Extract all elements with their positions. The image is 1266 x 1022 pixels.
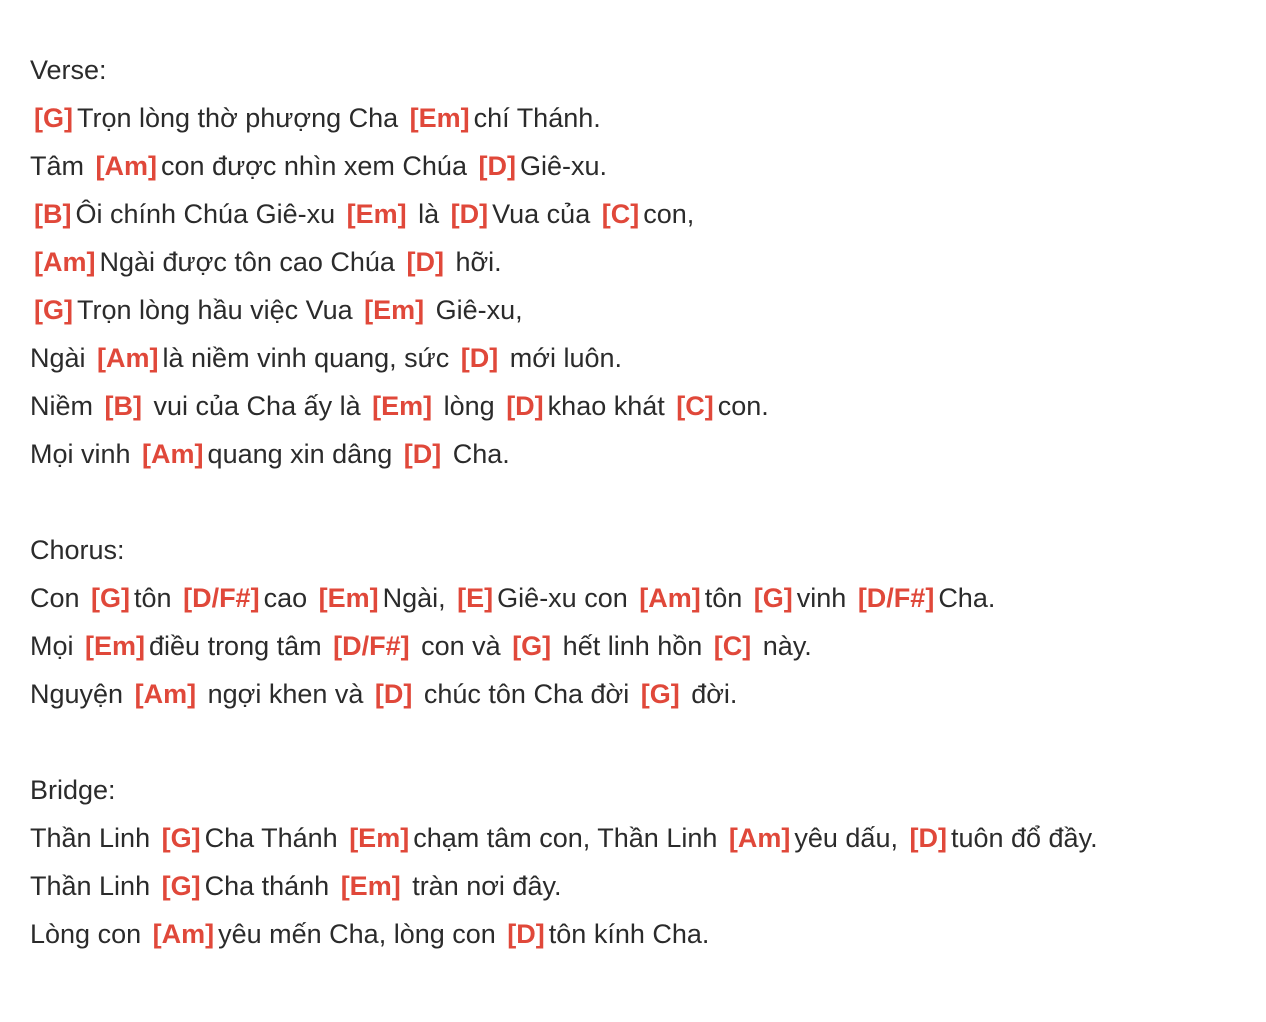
lyric-text: con. [717, 391, 769, 421]
lyric-text: là [410, 199, 447, 229]
section-label: Bridge: [30, 775, 116, 805]
chord-label: [D] [374, 679, 413, 709]
lyric-text: điều trong tâm [149, 631, 330, 661]
lyric-text: mới luôn. [502, 343, 622, 373]
lyric-line [30, 574, 1246, 622]
lyric-line [30, 190, 1246, 238]
chord-label: [Am] [142, 439, 204, 469]
lyric-text: hỡi. [447, 247, 502, 277]
chord-label: [D] [460, 343, 499, 373]
chord-label: [C] [713, 631, 752, 661]
lyric-text: Cha. [445, 439, 510, 469]
chord-label: [Em] [318, 583, 379, 613]
lyric-text: này. [755, 631, 812, 661]
lyric-text: con và [413, 631, 509, 661]
lyric-line [30, 430, 1246, 478]
lyric-text: là niềm vinh quang, sức [162, 343, 457, 373]
lyric-text: hết linh hồn [555, 631, 710, 661]
lyric-line [30, 670, 1246, 718]
lyric-text: Vua của [492, 199, 598, 229]
chord-label: [G] [512, 631, 552, 661]
chord-label: [Am] [97, 343, 159, 373]
lyric-text: Trọn lòng hầu việc Vua [76, 295, 361, 325]
chord-label: [B] [34, 199, 72, 229]
lyric-line [30, 334, 1246, 382]
chord-label: [Em] [364, 295, 425, 325]
chord-label: [G] [91, 583, 131, 613]
section-spacer [30, 718, 1246, 766]
chord-label: [Am] [152, 919, 215, 949]
lyric-text: Tâm [30, 151, 92, 181]
lyric-text: Con [30, 583, 88, 613]
chord-label: [D] [450, 199, 489, 229]
chord-label: [Em] [372, 391, 433, 421]
chord-label: [G] [161, 871, 201, 901]
chord-label: [G] [34, 103, 73, 133]
lyric-text: vui của Cha ấy là [146, 391, 369, 421]
lyric-text: Mọi vinh [30, 439, 139, 469]
chord-label: [Am] [34, 247, 96, 277]
lyric-text: Giê-xu con [497, 583, 636, 613]
lyric-text: quang xin dâng [207, 439, 400, 469]
chord-label: [D/F#] [333, 631, 410, 661]
lyric-text: Ngài, [382, 583, 454, 613]
lyric-text: tôn kính Cha. [548, 919, 710, 949]
chord-label: [D/F#] [857, 583, 935, 613]
lyric-line [30, 622, 1246, 670]
lyric-text: tôn [134, 583, 180, 613]
lyric-text: Ôi chính Chúa Giê-xu [75, 199, 343, 229]
lyric-text: khao khát [547, 391, 673, 421]
chord-label: [B] [104, 391, 142, 421]
lyric-text: lòng [436, 391, 503, 421]
chord-label: [Em] [346, 199, 407, 229]
lyric-text: tôn [704, 583, 750, 613]
chord-label: [Em] [349, 823, 410, 853]
chord-label: [Em] [340, 871, 401, 901]
lyric-text: Giê-xu. [519, 151, 607, 181]
lyric-line [30, 238, 1246, 286]
chord-label: [Am] [134, 679, 197, 709]
lyric-text: chúc tôn Cha đời [416, 679, 637, 709]
chord-label: [G] [161, 823, 201, 853]
chord-label: [E] [457, 583, 494, 613]
section-label: Verse: [30, 55, 107, 85]
lyric-line [30, 910, 1246, 958]
lyric-text: Lòng con [30, 919, 149, 949]
chord-label: [D] [507, 919, 545, 949]
lyric-line [30, 142, 1246, 190]
chord-label: [Am] [639, 583, 701, 613]
lyric-text: Cha Thánh [204, 823, 346, 853]
chord-label: [C] [676, 391, 714, 421]
lyric-text: Thần Linh [30, 823, 158, 853]
section-spacer [30, 478, 1246, 526]
chord-label: [D] [403, 439, 442, 469]
lyric-text: ngợi khen và [200, 679, 371, 709]
lyric-text: con, [643, 199, 695, 229]
chord-label: [C] [601, 199, 640, 229]
lyric-text: con được nhìn xem Chúa [161, 151, 475, 181]
lyric-text: chạm tâm con, Thần Linh [413, 823, 725, 853]
lyric-text: vinh [796, 583, 854, 613]
chord-label: [Em] [85, 631, 146, 661]
lyric-text: Thần Linh [30, 871, 158, 901]
chord-label: [G] [640, 679, 680, 709]
lyric-line [30, 286, 1246, 334]
lyric-text: đời. [683, 679, 738, 709]
lyric-line [30, 94, 1246, 142]
lyric-text: yêu mến Cha, lòng con [218, 919, 504, 949]
lyric-line [30, 862, 1246, 910]
chord-label: [D] [406, 247, 444, 277]
lyric-text: Niềm [30, 391, 101, 421]
lyric-text: Nguyện [30, 679, 131, 709]
lyric-text: Trọn lòng thờ phượng Cha [76, 103, 406, 133]
lyric-line [30, 814, 1246, 862]
chord-sheet [30, 46, 1246, 958]
lyric-text: Cha. [938, 583, 996, 613]
chord-label: [D/F#] [183, 583, 260, 613]
chord-label: [D] [478, 151, 516, 181]
lyric-line [30, 382, 1246, 430]
lyric-text: chí Thánh. [473, 103, 601, 133]
lyric-text: tràn nơi đây. [404, 871, 562, 901]
lyric-text: cao [263, 583, 315, 613]
lyric-text: tuôn đổ đầy. [950, 823, 1098, 853]
lyric-text: Mọi [30, 631, 82, 661]
chord-label: [G] [753, 583, 793, 613]
chord-label: [Em] [409, 103, 470, 133]
lyric-text: yêu dấu, [794, 823, 906, 853]
lyric-text: Giê-xu, [428, 295, 523, 325]
chord-label: [G] [34, 295, 73, 325]
lyric-text: Ngài được tôn cao Chúa [99, 247, 403, 277]
chord-label: [D] [506, 391, 544, 421]
chord-label: [Am] [95, 151, 158, 181]
chord-label: [Am] [728, 823, 791, 853]
lyric-text: Ngài [30, 343, 94, 373]
chord-label: [D] [909, 823, 947, 853]
section-label: Chorus: [30, 535, 125, 565]
lyric-text: Cha thánh [204, 871, 337, 901]
